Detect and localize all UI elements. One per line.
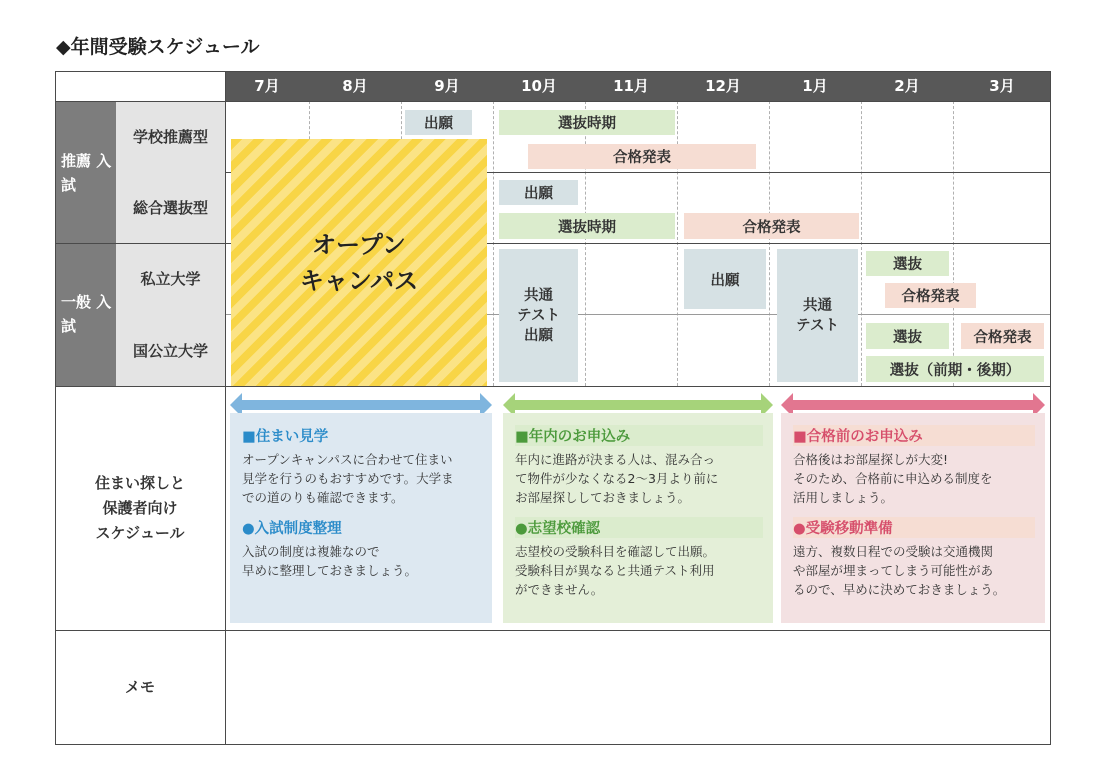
page-title: ◆年間受験スケジュール bbox=[56, 36, 260, 58]
panel-housing-visit bbox=[230, 413, 492, 623]
open-campus-block bbox=[231, 139, 487, 386]
panel-text: オープンキャンパスに合わせて住まい 見学を行うのもおすすめです。大学ま での道のりも確認できます。 bbox=[242, 452, 454, 505]
panel-heading: ■年内のお申込み bbox=[515, 425, 763, 446]
table-top-border bbox=[55, 71, 1051, 72]
month-jan: 1月 bbox=[802, 77, 828, 95]
bar-kokko-zenki: 選抜（前期・後期） bbox=[866, 356, 1044, 382]
month-feb: 2月 bbox=[894, 77, 920, 95]
month-dec: 12月 bbox=[705, 77, 741, 95]
row-separator bbox=[55, 243, 1051, 244]
bar-shiritsu-shutsugan: 出願 bbox=[684, 249, 766, 309]
bar-kokko-gokaku: 合格発表 bbox=[961, 323, 1044, 349]
month-sep: 9月 bbox=[434, 77, 460, 95]
row-label-sogo: 総合選抜型 bbox=[116, 172, 225, 243]
panel-year-end-application bbox=[503, 413, 773, 623]
group-ippan: 一般 入試 bbox=[55, 243, 116, 386]
month-aug: 8月 bbox=[342, 77, 368, 95]
panel-pre-admission-application bbox=[781, 413, 1045, 623]
bar-gakko-shutsugan: 出願 bbox=[405, 110, 472, 135]
panel-text: 年内に進路が決まる人は、混み合っ て物件が少なくなる2〜3月より前に お部屋探ししておきましょう。 bbox=[515, 452, 719, 505]
bar-shiritsu-gokaku: 合格発表 bbox=[885, 283, 976, 308]
label-column-border bbox=[225, 71, 226, 745]
bar-sogo-gokaku: 合格発表 bbox=[684, 213, 859, 239]
bar-kyotsu-test: 共通 テスト bbox=[777, 249, 858, 382]
bar-sogo-senbatsu: 選抜時期 bbox=[499, 213, 675, 239]
panel-text: 合格後はお部屋探しが大変! そのため、合格前に申込める制度を 活用しましょう。 bbox=[793, 452, 993, 505]
table-bottom-border bbox=[55, 744, 1051, 745]
bar-gakko-senbatsu: 選抜時期 bbox=[499, 110, 675, 135]
table-right-border bbox=[1050, 71, 1051, 745]
panel-heading: ●志望校確認 bbox=[515, 517, 763, 538]
panel-heading: ●受験移動準備 bbox=[793, 517, 1035, 538]
row-separator bbox=[55, 630, 1051, 631]
table-left-border bbox=[55, 71, 56, 745]
row-label-gakko: 学校推薦型 bbox=[116, 101, 225, 172]
bar-kokko-senbatsu: 選抜 bbox=[866, 323, 949, 349]
group-suisen: 推薦 入試 bbox=[55, 101, 116, 243]
row-label-shiritsu: 私立大学 bbox=[116, 243, 225, 314]
panel-text: 入試の制度は複雑なので 早めに整理しておきましょう。 bbox=[242, 544, 418, 578]
panel-heading: ●入試制度整理 bbox=[242, 521, 342, 537]
month-nov: 11月 bbox=[613, 77, 649, 95]
housing-schedule-label: 住まい探しと 保護者向け スケジュール bbox=[94, 473, 185, 542]
row-separator bbox=[55, 386, 1051, 387]
month-mar: 3月 bbox=[989, 77, 1015, 95]
panel-text: 遠方、複数日程での受験は交通機関 や部屋が埋まってしまう可能性があ るので、早めに決めておきましょう。 bbox=[793, 544, 1006, 597]
panel-heading: ■合格前のお申込み bbox=[793, 425, 1035, 446]
month-oct: 10月 bbox=[521, 77, 557, 95]
open-campus-label: オープン キャンパス bbox=[299, 230, 419, 295]
bar-sogo-shutsugan: 出願 bbox=[499, 180, 578, 205]
month-jul: 7月 bbox=[254, 77, 280, 95]
memo-label: メモ bbox=[124, 677, 155, 696]
panel-heading: ■住まい見学 bbox=[242, 429, 329, 445]
bar-kyotsu-shutsugan: 共通 テスト 出願 bbox=[499, 249, 578, 382]
bar-gakko-gokaku: 合格発表 bbox=[528, 144, 756, 169]
memo-area[interactable] bbox=[226, 631, 1050, 743]
panel-text: 志望校の受験科目を確認して出願。 受験科目が異なると共通テスト利用 ができません。 bbox=[515, 544, 716, 597]
bar-shiritsu-senbatsu: 選抜 bbox=[866, 251, 949, 276]
header-bottom-border bbox=[55, 101, 1051, 102]
row-label-kokko: 国公立大学 bbox=[116, 314, 225, 386]
